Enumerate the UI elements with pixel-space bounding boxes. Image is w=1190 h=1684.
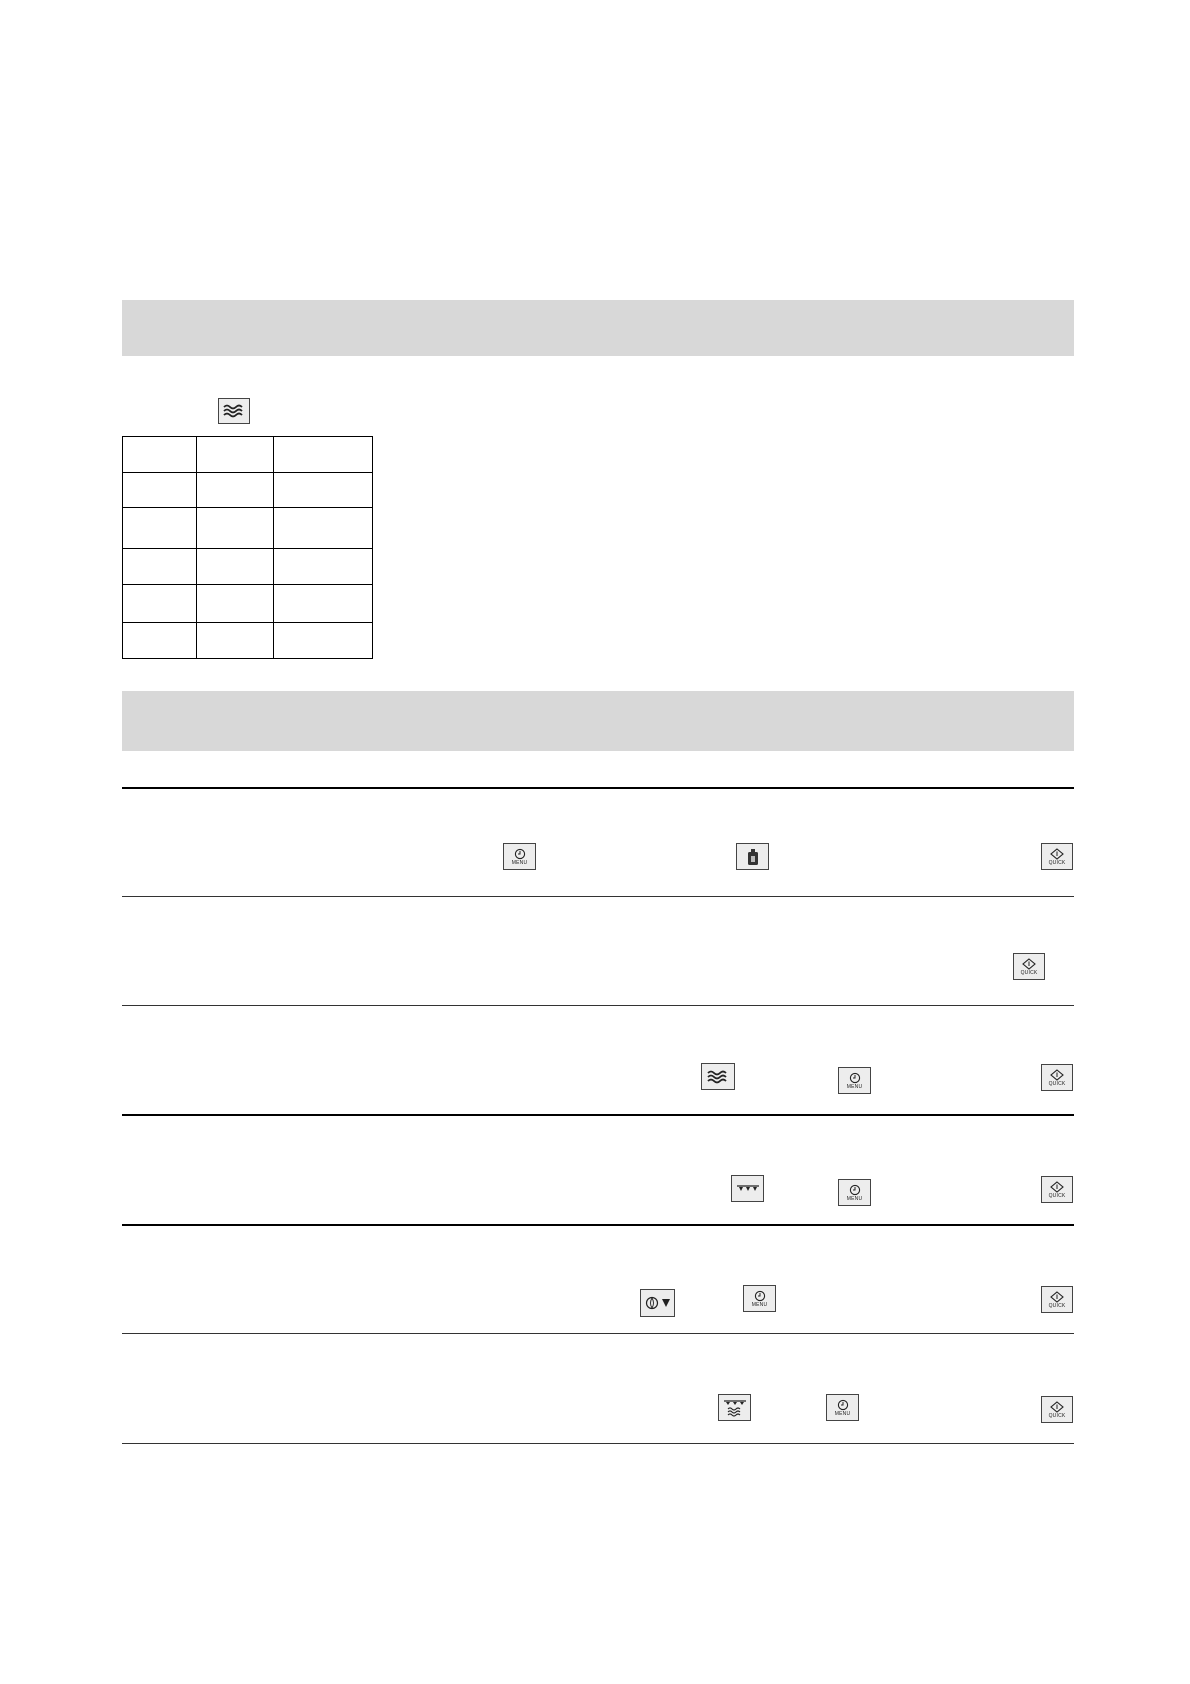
row-divider [122,1333,1074,1334]
quick-key-caption: QUICK [1048,1412,1066,1419]
quick-start-icon [1041,843,1073,870]
table-cell [123,623,197,659]
row-divider [122,1114,1074,1116]
quick-start-icon [1041,1064,1073,1091]
table-cell [274,549,373,585]
menu-clock-icon [838,1067,871,1094]
quick-key-caption: QUICK [1048,1080,1066,1087]
table-row [123,508,373,549]
table-cell [197,623,274,659]
table-cell [123,473,197,508]
section-header-band [122,300,1074,356]
table-cell [123,585,197,623]
table-cell [197,473,274,508]
quick-start-icon [1041,1286,1073,1313]
row-divider [122,896,1074,897]
row-divider [122,1224,1074,1226]
menu-key-caption: MENU [751,1301,768,1308]
menu-key-caption: MENU [834,1410,851,1417]
row-divider [122,1443,1074,1444]
table-cell [274,437,373,473]
quick-start-icon [1013,953,1045,980]
section-header-band [122,691,1074,751]
table-cell [274,585,373,623]
weight-icon [736,843,769,870]
grill-microwave-combi-icon [718,1394,751,1421]
table-cell [197,508,274,549]
table-row [123,473,373,508]
table-row [123,623,373,659]
menu-key-caption: MENU [511,859,528,866]
row-divider [122,1005,1074,1006]
table-cell [274,508,373,549]
table-row [123,585,373,623]
menu-clock-icon [743,1285,776,1312]
table-cell [274,623,373,659]
table-cell [123,508,197,549]
table-cell [197,437,274,473]
table-row [123,549,373,585]
row-divider [122,787,1074,789]
table-cell [123,437,197,473]
table-row [123,437,373,473]
convection-fan-icon [640,1289,675,1317]
microwave-waves-icon [218,398,250,424]
menu-clock-icon [826,1394,859,1421]
menu-key-caption: MENU [846,1195,863,1202]
quick-key-caption: QUICK [1020,969,1038,976]
quick-start-icon [1041,1176,1073,1203]
table-cell [197,549,274,585]
table-cell [197,585,274,623]
quick-start-icon [1041,1396,1073,1423]
quick-key-caption: QUICK [1048,1302,1066,1309]
table-cell [123,549,197,585]
menu-clock-icon [838,1179,871,1206]
menu-key-caption: MENU [846,1083,863,1090]
microwave-waves-icon [701,1063,735,1090]
grill-icon [731,1175,764,1202]
quick-key-caption: QUICK [1048,1192,1066,1199]
quick-key-caption: QUICK [1048,859,1066,866]
table-cell [274,473,373,508]
menu-clock-icon [503,843,536,870]
power-level-table [122,436,373,659]
